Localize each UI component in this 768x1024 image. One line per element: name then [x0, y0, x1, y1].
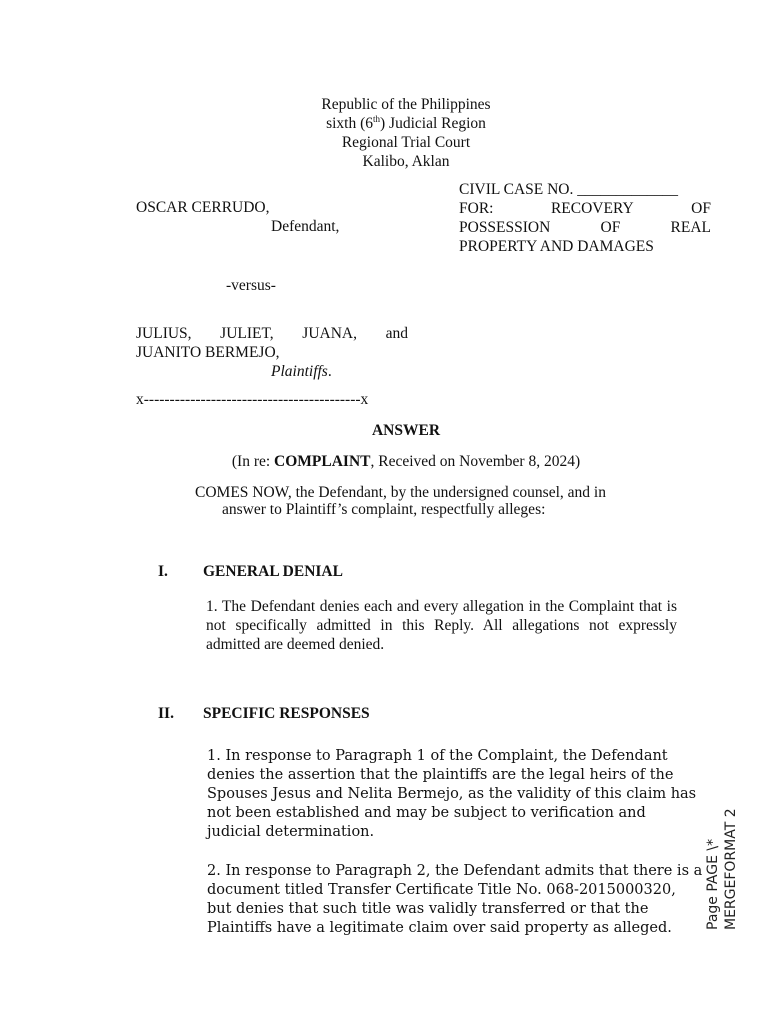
heading-republic: Republic of the Philippines [321, 96, 491, 113]
section-1-title: GENERAL DENIAL [203, 563, 343, 580]
case-nature-line1: FOR: RECOVERY OF [459, 200, 711, 217]
defendant-name: OSCAR CERRUDO, [136, 199, 270, 216]
case-nature-line2: POSSESSION OF REAL [459, 219, 711, 236]
case-nature-line3: PROPERTY AND DAMAGES [459, 238, 654, 255]
caption-separator: x------------------------------------------x [136, 391, 369, 408]
intro-line1: COMES NOW, the Defendant, by the undersigned counsel, and in [195, 484, 606, 501]
versus-label: -versus- [226, 277, 276, 294]
plaintiffs-role: Plaintiffs. [271, 363, 332, 380]
section-2-title: SPECIFIC RESPONSES [203, 705, 370, 722]
section-2-number: II. [158, 705, 174, 722]
court-heading [250, 95, 562, 171]
heading-court: Regional Trial Court [341, 134, 471, 151]
plaintiff-names-line1: JULIUS, JULIET, JUANA, and [136, 325, 408, 342]
intro-line2: answer to Plaintiff’s complaint, respectfully alleges: [222, 501, 546, 518]
heading-judicial-region: sixth (6th) Judicial Region [326, 113, 486, 132]
plaintiffs-block [136, 324, 408, 381]
document-reference: (In re: COMPLAINT, Received on November 8, 2024) [231, 453, 581, 470]
case-info [459, 180, 711, 256]
page-field-code: Page PAGE \* MERGEFORMAT 2 [705, 808, 739, 930]
plaintiff-names-line2: JUANITO BERMEJO, [136, 344, 280, 361]
civil-case-number: CIVIL CASE NO. _____________ [459, 181, 679, 198]
defendant-role: Defendant, [271, 218, 340, 235]
section-2-paragraph-1: 1. In response to Paragraph 1 of the Complaint, the Defendant denies the assertion that the plaintiffs are the legal heirs of the Spouses Jesus and Nelita Bermejo, as the validity of this claim has not been established and may be subject to verification and judicial determination. [207, 748, 697, 840]
document-title: ANSWER [371, 422, 441, 439]
section-1-number: I. [158, 563, 168, 580]
heading-location: Kalibo, Aklan [362, 153, 450, 170]
defendant-block [136, 198, 408, 236]
section-2-paragraph-2: 2. In response to Paragraph 2, the Defendant admits that there is a document titled Transfer Certificate Title No. 068-2015000320, but denies that such title was validly transferred or that the Plaintiffs have a legitimate claim over said property as alleged. [207, 863, 703, 936]
section-1-paragraph-1: 1. The Defendant denies each and every allegation in the Complaint that is not specifically admitted in this Reply. All allegations not expressly admitted are deemed denied. [206, 598, 677, 653]
